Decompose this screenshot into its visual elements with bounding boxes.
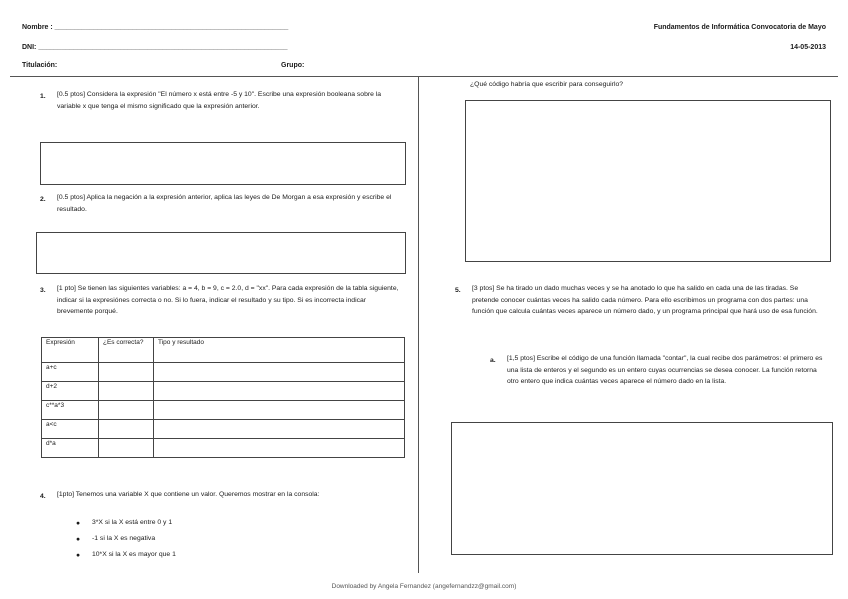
course-title: Fundamentos de Informática Convocatoria de Mayo — [653, 24, 826, 31]
bullet-icon: ● — [76, 520, 81, 527]
col-expresion: Expresión — [42, 338, 99, 363]
expressions-table — [41, 337, 405, 458]
q3-text: [1 pto] Se tienen las siguientes variables: a = 4, b = 9, c = 2.0, d = "xx". Para cada expresión de la tabla siguiente, indicar si la expresiónes correcta o no. Si lo fuera, indicar el resultado y su tipo. Si es incorrecta indicar brevemente porqué. — [57, 285, 399, 315]
correct-cell[interactable] — [99, 363, 154, 382]
table-row — [42, 420, 405, 439]
code-question: ¿Qué código habría que escribir para conseguirlo? — [470, 81, 624, 88]
q4-number: 4. — [40, 493, 46, 500]
q4-bullet-3: 10*X si la X es mayor que 1 — [92, 551, 176, 558]
result-cell[interactable] — [154, 382, 405, 401]
q5a-label: a. — [490, 357, 496, 364]
download-footer: Downloaded by Angela Fernandez (angefernandzz@gmail.com) — [331, 583, 517, 590]
q5-number: 5. — [455, 287, 461, 294]
header-rule — [10, 76, 838, 77]
col-correcta: ¿Es correcta? — [99, 338, 154, 363]
q1-number: 1. — [40, 93, 46, 100]
q2-answer-box[interactable] — [36, 232, 406, 274]
result-cell[interactable] — [154, 420, 405, 439]
correct-cell[interactable] — [99, 439, 154, 458]
q3-number: 3. — [40, 287, 46, 294]
q4-text: [1pto] Tenemos una variable X que contiene un valor. Queremos mostrar en la consola: — [57, 491, 320, 498]
q1-text: [0.5 ptos] Considera la expresión "El número x está entre -5 y 10". Escribe una expresión booleana sobre la variable x que tenga el mismo significado que la expresión anterior. — [57, 91, 382, 110]
correct-cell[interactable] — [99, 420, 154, 439]
q5a-text: [1,5 ptos] Escribe el código de una función llamada "contar", la cual recibe dos parámetros: el primero es una lista de enteros y el segundo es un entero cuyas ocurrencias se desea conocer. La función retorna otro entero que indica cuántas veces aparece el número dado en la lista. — [507, 355, 823, 385]
q2-number: 2. — [40, 196, 46, 203]
table-row — [42, 401, 405, 420]
expression-cell: d*a — [42, 439, 99, 458]
correct-cell[interactable] — [99, 382, 154, 401]
q4-bullet-1: 3*X si la X está entre 0 y 1 — [92, 519, 173, 526]
expression-cell: a+c — [42, 363, 99, 382]
q5-text: [3 ptos] Se ha tirado un dado muchas veces y se ha anotado lo que ha salido en cada una de las tiradas. Se pretende conocer cuántas veces ha salido cada número. Para ello escribimos un programa con dos partes: una función que calcula cuántas veces aparece un número dado, y un programa principal que hará uso de esa función. — [472, 285, 818, 315]
grupo-label: Grupo: — [281, 62, 305, 69]
table-row — [42, 363, 405, 382]
bullet-icon: ● — [76, 552, 81, 559]
col-tipo-resultado: Tipo y resultado — [154, 338, 405, 363]
correct-cell[interactable] — [99, 401, 154, 420]
dni-field: DNI: ________________________________________________________________ — [22, 44, 288, 51]
q4-bullet-2: -1 si la X es negativa — [92, 535, 156, 542]
expression-cell: d+2 — [42, 382, 99, 401]
table-row — [42, 439, 405, 458]
q4-code-box[interactable] — [465, 100, 831, 262]
result-cell[interactable] — [154, 439, 405, 458]
exam-date: 14-05-2013 — [790, 44, 826, 51]
expression-cell: c**a*3 — [42, 401, 99, 420]
expression-cell: a<c — [42, 420, 99, 439]
q1-answer-box[interactable] — [40, 142, 406, 185]
bullet-icon: ● — [76, 536, 81, 543]
result-cell[interactable] — [154, 363, 405, 382]
column-divider — [418, 77, 419, 573]
q2-text: [0.5 ptos] Aplica la negación a la expresión anterior, aplica las leyes de De Morgan a esa expresión y escribe el resultado. — [57, 194, 392, 213]
table-row — [42, 382, 405, 401]
titulacion-label: Titulación: — [22, 62, 58, 69]
q5-code-box[interactable] — [451, 422, 833, 555]
nombre-field: Nombre : ____________________________________________________________ — [22, 24, 289, 31]
result-cell[interactable] — [154, 401, 405, 420]
